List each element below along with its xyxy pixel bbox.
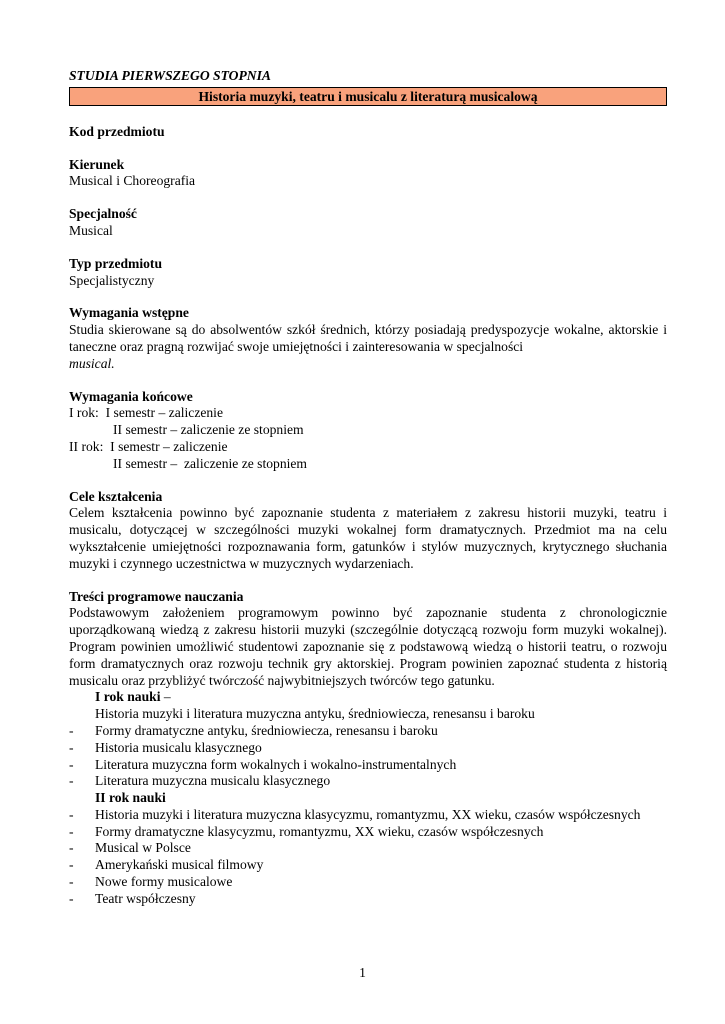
list-item: - Historia musicalu klasycznego [69, 739, 262, 755]
section-content [69, 589, 667, 908]
list-item: - Historia muzyki i literatura muzyczna klasycyzmu, romantyzmu, XX wieku, czasów współczesnych [69, 806, 641, 822]
entry-label: Wymagania wstępne [69, 305, 189, 321]
list-dash: - [69, 756, 74, 772]
section-type [69, 256, 667, 290]
content-intro: Podstawowym założeniem programowym powinno być zapoznanie studenta z chronologicznie uporządkowaną wiedzą z zakresu historii muzyki (szczególnie dotyczącą rozwoju form muzyki wokalnej). Program powinien umożliwić studentowi zapoznanie się z podstawową wiedzą o historii teatru, o rozwoju form dramatycznych oraz rozwoju technik gry aktorskiej. Program powinien zapoznać studenta z historią musicalu oraz przybliżyć twórczość najwybitniejszych twórców tego gatunku. [69, 605, 667, 688]
year2-label: II rok: [69, 438, 104, 454]
document-page [69, 68, 667, 908]
list-dash: - [69, 823, 74, 839]
section-final-requirements [69, 389, 667, 473]
year1-list [69, 723, 667, 790]
year2-sem2-row [69, 456, 667, 473]
year2-sem1: I semestr – zaliczenie [110, 438, 228, 454]
year1-sem2-row [69, 422, 667, 439]
entry-emphasis: musical. [69, 355, 115, 371]
type-value: Specjalistyczny [69, 272, 155, 288]
section-field [69, 157, 667, 191]
specialty-value: Musical [69, 222, 113, 238]
list-dash: - [69, 739, 74, 755]
list-dash: - [69, 773, 74, 789]
list-item: - Amerykański musical filmowy [69, 857, 264, 873]
section-entry-requirements [69, 305, 667, 372]
field-value: Musical i Choreografia [69, 173, 196, 189]
code-label: Kod przedmiotu [69, 123, 165, 139]
year2-title: II rok nauki [95, 790, 166, 806]
section-goals [69, 489, 667, 573]
year1-sem1: I semestr – zaliczenie [105, 405, 223, 421]
year1-title: I rok nauki [95, 689, 161, 705]
list-item: - Teatr współczesny [69, 890, 196, 906]
list-item: - Formy dramatyczne klasycyzmu, romantyzmu, XX wieku, czasów współczesnych [69, 823, 544, 839]
goals-text: Celem kształcenia powinno być zapoznanie studenta z materiałem z zakresu historii muzyki, teatru i musicalu, dotyczącej w szczególności muzyki wokalnej form dramatycznych. Przedmiot ma na celu wykształcenie umiejętności rozpoznawania form, gatunków i stylów muzycznych, krytycznego słuchania muzyki i czynnego uczestnictwa w muzycznych wydarzeniach. [69, 505, 667, 571]
list-dash: - [69, 806, 74, 822]
specialty-label: Specjalność [69, 206, 137, 222]
list-dash: - [69, 890, 74, 906]
course-title-banner: Historia muzyki, teatru i musicalu z literaturą musicalową [69, 87, 667, 106]
year2-sem1-row [69, 439, 667, 456]
entry-body: Studia skierowane są do absolwentów szkół średnich, którzy posiadają predyspozycje wokalne, aktorskie i taneczne oraz pragną rozwijać swoje umiejętności i zainteresowania w specjalności [69, 322, 667, 354]
year1-label: I rok: [69, 405, 99, 421]
year2-sem2: II semestr – zaliczenie ze stopniem [113, 455, 308, 471]
list-dash: - [69, 874, 74, 890]
content-label: Treści programowe nauczania [69, 588, 244, 604]
year1-suffix: – [160, 689, 171, 705]
final-label: Wymagania końcowe [69, 388, 193, 404]
section-code [69, 124, 667, 141]
list-item: - Nowe formy musicalowe [69, 874, 233, 890]
goals-label: Cele kształcenia [69, 488, 163, 504]
year2-list [69, 807, 667, 908]
list-dash: - [69, 840, 74, 856]
list-dash: - [69, 722, 74, 738]
year1-first-item: Historia muzyki i literatura muzyczna antyku, średniowiecza, renesansu i baroku [95, 706, 535, 722]
list-item: - Musical w Polsce [69, 840, 191, 856]
page-number: 1 [359, 965, 366, 980]
section-specialty [69, 206, 667, 240]
program-level: STUDIA PIERWSZEGO STOPNIA [69, 68, 271, 83]
list-dash: - [69, 857, 74, 873]
year1-heading [69, 689, 667, 706]
entry-text [69, 322, 667, 372]
type-label: Typ przedmiotu [69, 255, 163, 271]
year1-sem2: II semestr – zaliczenie ze stopniem [113, 422, 304, 438]
list-item: - Literatura muzyczna musicalu klasycznego [69, 773, 331, 789]
list-item: - Literatura muzyczna form wokalnych i wokalno-instrumentalnych [69, 756, 457, 772]
field-label: Kierunek [69, 156, 125, 172]
list-item: - Formy dramatyczne antyku, średniowiecza, renesansu i baroku [69, 722, 438, 738]
year1-sem1-row [69, 405, 667, 422]
